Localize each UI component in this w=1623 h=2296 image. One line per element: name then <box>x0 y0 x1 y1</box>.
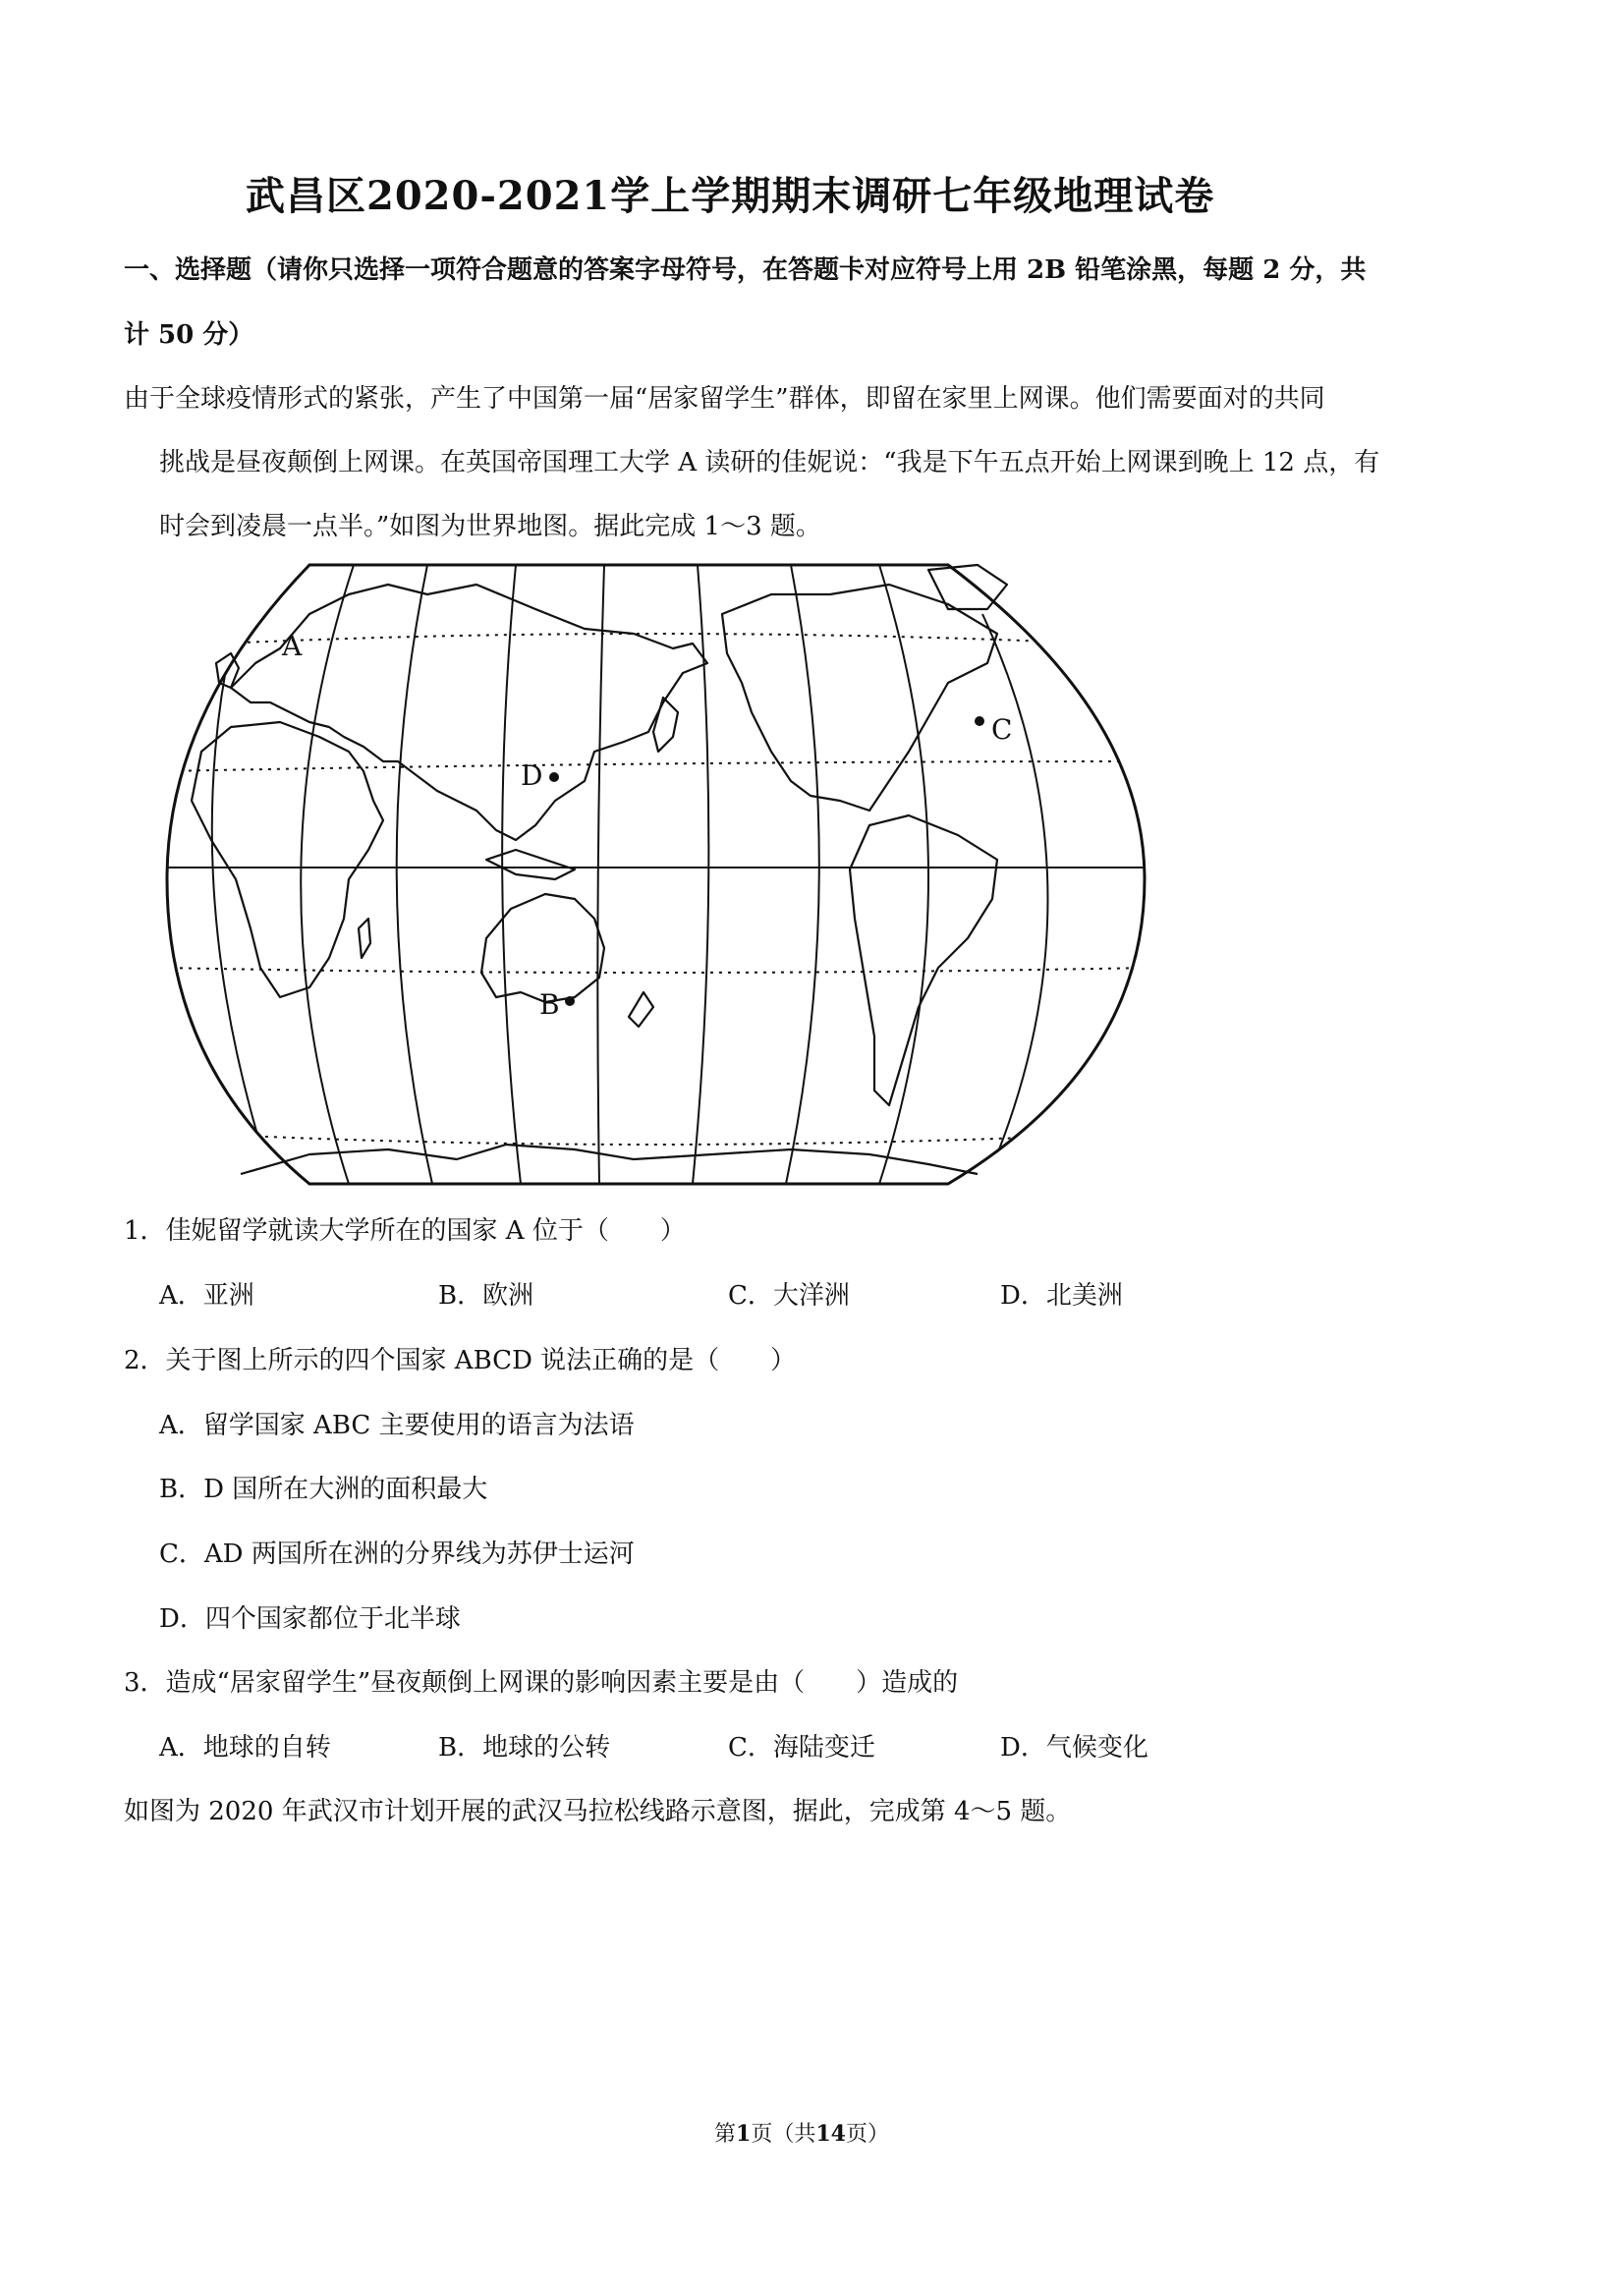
new-zealand-outline <box>629 992 653 1027</box>
marker-b-dot <box>565 996 575 1006</box>
eurasia-outline <box>231 585 707 840</box>
question-3-option-b: B．地球的公转 <box>438 1733 611 1763</box>
map-label-b: B <box>539 988 560 1021</box>
question-1-option-d: D．北美洲 <box>1000 1281 1123 1311</box>
question-3-option-a: A．地球的自转 <box>159 1733 331 1763</box>
question-2-option-b: B．D 国所在大洲的面积最大 <box>159 1475 488 1504</box>
footer-total-pages: 14 <box>815 2121 846 2147</box>
question-3-option-c: C．海陆变迁 <box>728 1733 875 1763</box>
question-1-option-c: C．大洋洲 <box>728 1281 850 1311</box>
australia-outline <box>481 894 604 1002</box>
south-america-outline <box>850 815 997 1105</box>
question-2-stem: 2．关于图上所示的四个国家 ABCD 说法正确的是（ ） <box>124 1346 797 1375</box>
map-label-a: A <box>282 630 303 662</box>
meridian-line <box>693 565 708 1184</box>
intro-paragraph-line2: 挑战是昼夜颠倒上网课。在英国帝国理工大学 A 读研的佳妮说：“我是下午五点开始上网课到晚上 12 点，有 <box>159 448 1380 477</box>
japan-outline <box>653 698 678 752</box>
intro-paragraph-line1: 由于全球疫情形式的紧张，产生了中国第一届“居家留学生”群体，即留在家里上网课。他们需要面对的共同 <box>124 384 1325 414</box>
footer-middle: 页（共 <box>751 2122 816 2147</box>
question-1-option-b: B．欧洲 <box>438 1281 534 1311</box>
question-2-option-c: C．AD 两国所在洲的分界线为苏伊士运河 <box>159 1540 635 1569</box>
se-asia-islands <box>486 850 575 879</box>
page-footer <box>714 2117 889 2148</box>
question-2-option-a: A．留学国家 ABC 主要使用的语言为法语 <box>159 1411 635 1440</box>
next-section-intro: 如图为 2020 年武汉市计划开展的武汉马拉松线路示意图，据此，完成第 4～5 题。 <box>124 1797 1072 1826</box>
tropic-line <box>162 761 1149 771</box>
meridian-line <box>212 644 260 1145</box>
tropic-line <box>162 968 1149 973</box>
marker-c-dot <box>975 716 984 726</box>
footer-page-number: 1 <box>736 2121 752 2147</box>
intro-paragraph-line3: 时会到凌晨一点半。”如图为世界地图。据此完成 1～3 题。 <box>159 512 821 541</box>
question-1-option-a: A．亚洲 <box>159 1281 254 1311</box>
question-3-option-d: D．气候变化 <box>1000 1733 1148 1763</box>
meridian-line <box>982 614 1047 1154</box>
footer-prefix: 第 <box>714 2122 737 2147</box>
question-1-stem: 1．佳妮留学就读大学所在的国家 A 位于（ ） <box>124 1216 686 1246</box>
map-label-c: C <box>991 713 1013 746</box>
question-3-stem: 3．造成“居家留学生”昼夜颠倒上网课的影响因素主要是由（ ）造成的 <box>124 1668 959 1698</box>
section-header-line2: 计 50 分） <box>124 320 254 350</box>
madagascar-outline <box>359 919 370 958</box>
section-header-line1: 一、选择题（请你只选择一项符合题意的答案字母符号，在答题卡对应符号上用 2B 铅笔涂黑，每题 2 分，共 <box>124 255 1367 285</box>
meridian-line <box>597 565 604 1184</box>
marker-d-dot <box>549 772 559 782</box>
antarctica-outline <box>241 1145 978 1174</box>
footer-suffix: 页） <box>845 2122 889 2147</box>
question-2-option-d: D．四个国家都位于北半球 <box>159 1604 461 1634</box>
meridian-line <box>879 565 928 1184</box>
meridian-line <box>397 565 432 1184</box>
meridian-line <box>301 565 354 1184</box>
north-america-outline <box>722 585 997 811</box>
exam-title: 武昌区2020-2021学上学期期末调研七年级地理试卷 <box>246 173 1215 219</box>
world-map-figure <box>162 555 1149 1189</box>
map-label-d: D <box>521 759 543 792</box>
polar-circle-line <box>221 1135 1095 1145</box>
meridian-line <box>786 565 819 1184</box>
map-outline <box>167 565 1145 1184</box>
